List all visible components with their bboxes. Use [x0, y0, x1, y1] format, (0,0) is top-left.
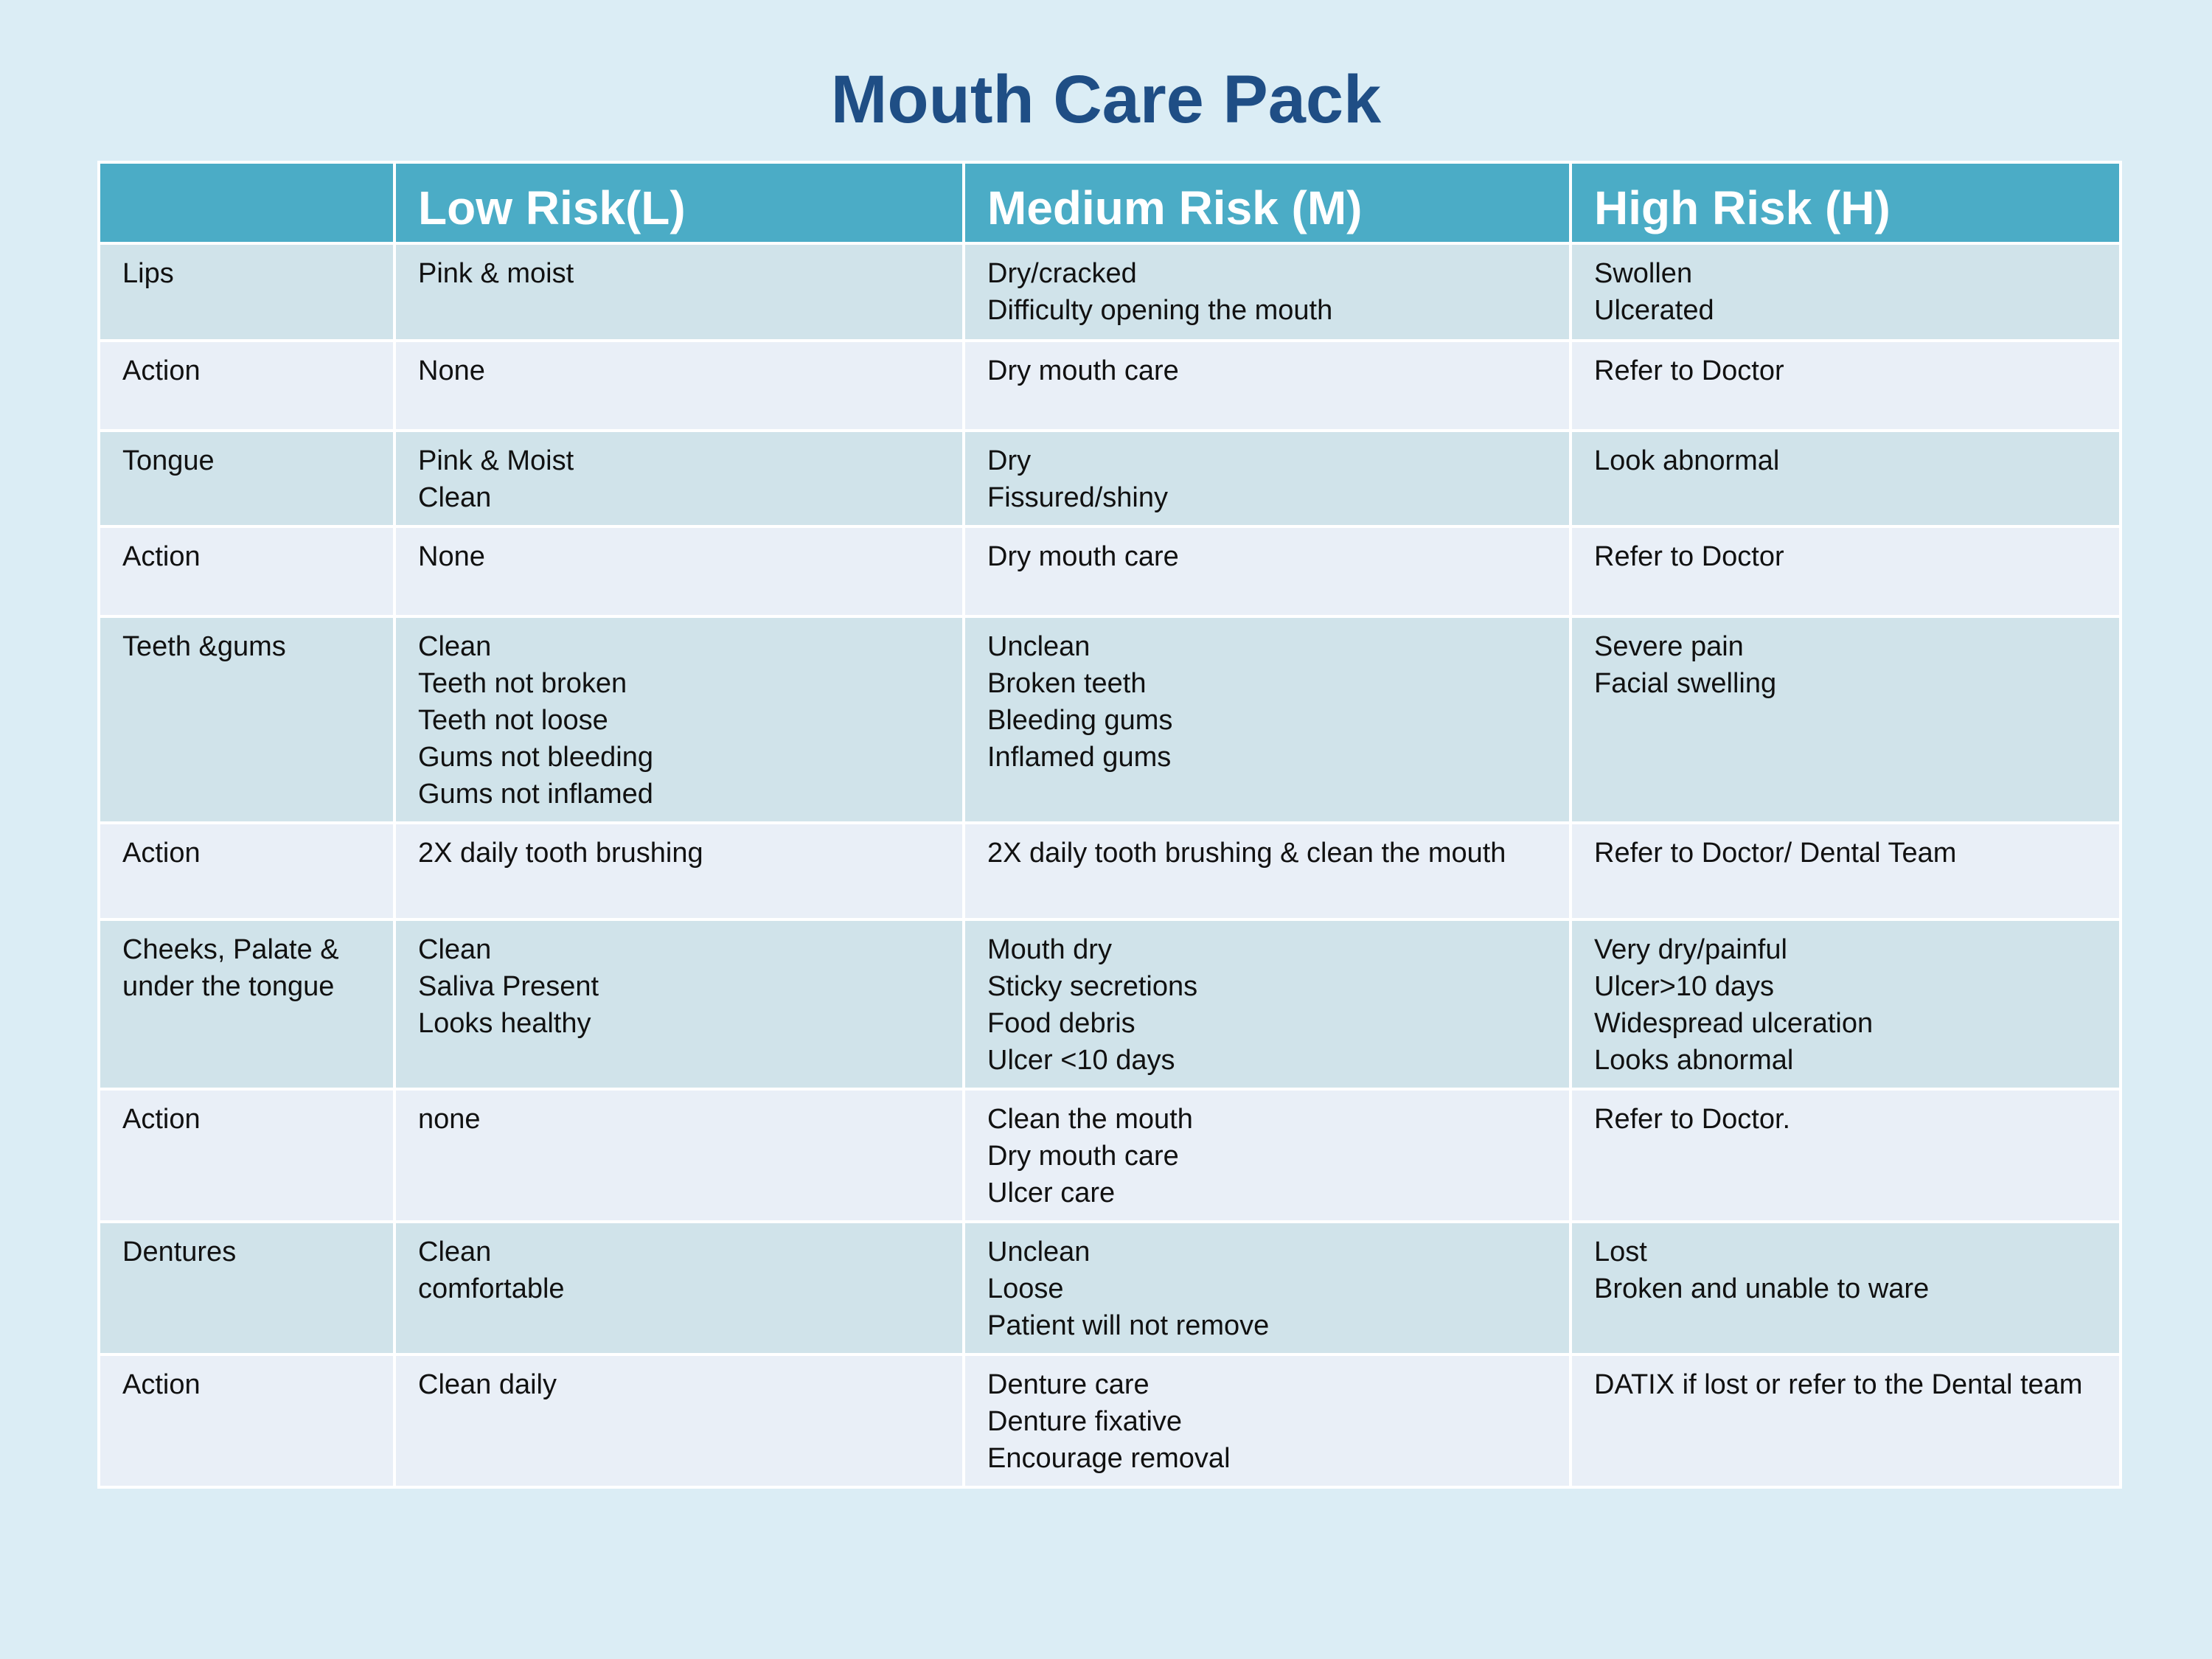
table-row-cheeks-palate-action — [99, 1089, 2121, 1222]
high-risk-cell: Swollen Ulcerated — [1571, 243, 2121, 341]
table-row-teeth-gums-action — [99, 823, 2121, 919]
low-risk-cell: Clean comfortable — [394, 1222, 964, 1354]
low-risk-cell: Clean daily — [394, 1354, 964, 1487]
table-row-lips-action — [99, 341, 2121, 431]
high-risk-cell: Very dry/painful Ulcer>10 days Widespread ulceration Looks abnormal — [1571, 919, 2121, 1089]
header-row — [99, 162, 2121, 243]
low-risk-cell: Clean Teeth not broken Teeth not loose Gums not bleeding Gums not inflamed — [394, 616, 964, 823]
medium-risk-cell: Dry/cracked Difficulty opening the mouth — [964, 243, 1571, 341]
high-risk-cell: Lost Broken and unable to ware — [1571, 1222, 2121, 1354]
table-row-lips — [99, 243, 2121, 341]
high-risk-cell: Refer to Doctor — [1571, 341, 2121, 431]
row-category: Action — [99, 526, 394, 616]
medium-risk-cell: Mouth dry Sticky secretions Food debris Ulcer <10 days — [964, 919, 1571, 1089]
high-risk-cell: Severe pain Facial swelling — [1571, 616, 2121, 823]
medium-risk-cell: Clean the mouth Dry mouth care Ulcer care — [964, 1089, 1571, 1222]
page-title: Mouth Care Pack — [830, 62, 1382, 137]
row-category: Lips — [99, 243, 394, 341]
row-category: Action — [99, 341, 394, 431]
medium-risk-cell: Unclean Broken teeth Bleeding gums Inflamed gums — [964, 616, 1571, 823]
row-category: Action — [99, 1089, 394, 1222]
mouth-care-table — [97, 161, 2122, 1489]
low-risk-cell: none — [394, 1089, 964, 1222]
high-risk-cell: Refer to Doctor. — [1571, 1089, 2121, 1222]
row-category: Teeth &gums — [99, 616, 394, 823]
header-low-risk: Low Risk(L) — [394, 162, 964, 243]
low-risk-cell: 2X daily tooth brushing — [394, 823, 964, 919]
low-risk-cell: Pink & Moist Clean — [394, 431, 964, 526]
medium-risk-cell: Denture care Denture fixative Encourage removal — [964, 1354, 1571, 1487]
header-category — [99, 162, 394, 243]
header-high-risk: High Risk (H) — [1571, 162, 2121, 243]
row-category: Dentures — [99, 1222, 394, 1354]
table-row-tongue-action — [99, 526, 2121, 616]
table-row-dentures — [99, 1222, 2121, 1354]
medium-risk-cell: Dry mouth care — [964, 341, 1571, 431]
low-risk-cell: None — [394, 341, 964, 431]
row-category: Action — [99, 1354, 394, 1487]
table-row-dentures-action — [99, 1354, 2121, 1487]
high-risk-cell: DATIX if lost or refer to the Dental team — [1571, 1354, 2121, 1487]
medium-risk-cell: Dry Fissured/shiny — [964, 431, 1571, 526]
table-row-cheeks-palate — [99, 919, 2121, 1089]
medium-risk-cell: 2X daily tooth brushing & clean the mouth — [964, 823, 1571, 919]
row-category: Action — [99, 823, 394, 919]
header-medium-risk: Medium Risk (M) — [964, 162, 1571, 243]
high-risk-cell: Refer to Doctor — [1571, 526, 2121, 616]
high-risk-cell: Refer to Doctor/ Dental Team — [1571, 823, 2121, 919]
high-risk-cell: Look abnormal — [1571, 431, 2121, 526]
row-category: Tongue — [99, 431, 394, 526]
low-risk-cell: Pink & moist — [394, 243, 964, 341]
table-row-teeth-gums — [99, 616, 2121, 823]
row-category: Cheeks, Palate & under the tongue — [99, 919, 394, 1089]
medium-risk-cell: Unclean Loose Patient will not remove — [964, 1222, 1571, 1354]
low-risk-cell: Clean Saliva Present Looks healthy — [394, 919, 964, 1089]
low-risk-cell: None — [394, 526, 964, 616]
medium-risk-cell: Dry mouth care — [964, 526, 1571, 616]
table-row-tongue — [99, 431, 2121, 526]
